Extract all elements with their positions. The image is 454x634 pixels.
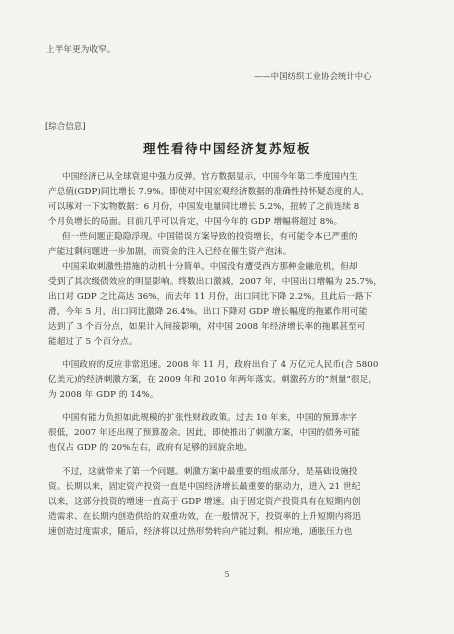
body-line: 为 2008 年 GDP 的 14%。 [48, 390, 159, 400]
body-line: 滑，今年 5 月，出口同比激降 26.4%。出口下降对 GDP 增长幅度的拖累作用可能 [48, 307, 368, 317]
body-line: 中国政府的反应非常迅速。2008 年 11 月，政府出台了 4 万亿元人民币(合 5800 [62, 360, 379, 370]
body-line: 速创造过度需求，随后，经济将以过热形势转向产能过剩。相应地，通胀压力也 [48, 527, 353, 537]
body-line: 中国经济已从全球衰退中强力反弹。官方数据显示，中国今年第二季度国内生 [62, 172, 358, 182]
body-line: 也仅占 GDP 的 20%左右，政府有足够的回旋余地。 [48, 443, 253, 453]
body-line: 中国采取刺激性措施的动机十分简单。中国没有遭受西方那种金融危机，但却 [62, 262, 358, 272]
body-line: 达到了 3 个百分点，如果计入间接影响，对中国 2008 年经济增长率的拖累甚至可 [48, 322, 366, 332]
body-line: 造需求、在长期内创造供给的双重功效，在一般情况下，投资率的上升短期内将迅 [48, 512, 361, 522]
body-line: 中国有能力负担如此规模的扩张性财政政策。过去 10 年来，中国的预算赤字 [62, 413, 357, 423]
source-credit: ——中国纺织工业协会统计中心 [254, 71, 372, 81]
body-line: 个月负增长的局面。目前几乎可以肯定，中国今年的 GDP 增幅将超过 8%。 [48, 217, 343, 227]
body-line: 亿美元)的经济刺激方案，在 2009 年和 2010 年两年落实。刺激药方的“剂量”很足， [48, 375, 378, 385]
body-line: 很低，2007 年还出现了预算盈余。因此，即使推出了刺激方案，中国的债务可能 [48, 428, 360, 438]
body-line: 不过，这就带来了第一个问题。刺激方案中最重要的组成部分，是基础设施投 [62, 467, 358, 477]
section-tag: [综合信息] [45, 121, 86, 131]
body-line: 出口对 GDP 之比高达 36%，而去年 11 月份，出口同比下降 2.2%。且此后一路下 [48, 292, 373, 302]
body-line: 产能过剩问题进一步加剧，而资金的注入已经在催生资产泡沫。 [48, 247, 292, 257]
carryover-text: 上半年更为收窄。 [46, 45, 116, 55]
body-line: 能超过了 5 个百分点。 [48, 337, 138, 347]
body-line: 以来，这部分投资的增速一直高于 GDP 增速。由于固定资产投资具有在短期内创 [48, 497, 361, 507]
body-line: 产总值(GDP)同比增长 7.9%。即使对中国宏观经济数据的准确性持怀疑态度的人， [48, 187, 370, 197]
article-title: 理性看待中国经济复苏短板 [142, 141, 311, 156]
body-line: 但一些问题正隐隐浮现。中国错误方案导致的投资增长，有可能令本已严重的 [62, 232, 358, 242]
body-line: 可以琢对一下实物数据：6 月份，中国发电量同比增长 5.2%，扭转了之前连续 8 [48, 202, 360, 212]
body-line: 受到了其次级债效应的明显影响。终数出口激减，2007 年，中国出口增幅为 25.7%， [48, 277, 382, 287]
page-number: 5 [224, 570, 230, 579]
body-line: 资。长期以来，固定资产投资一直是中国经济增长最重要的驱动力，进入 21 世纪 [48, 482, 361, 492]
